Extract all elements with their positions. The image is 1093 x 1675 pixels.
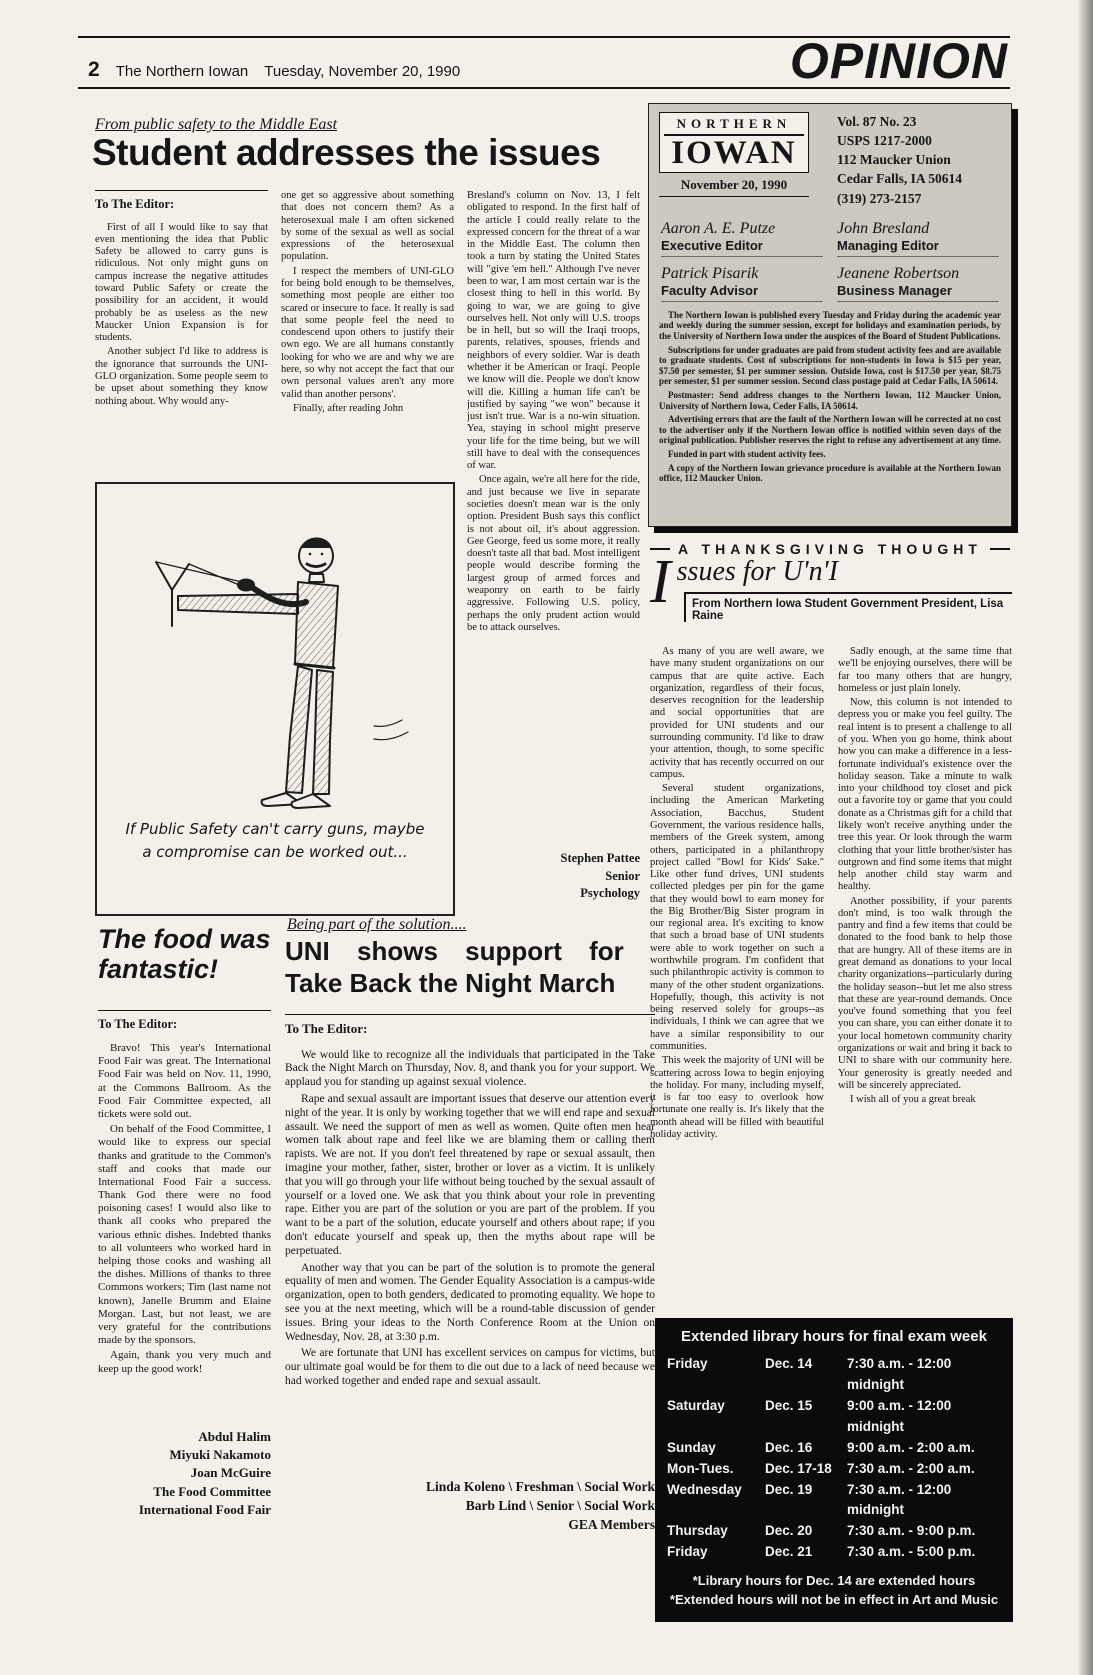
library-day: Saturday (667, 1397, 725, 1413)
paragraph: Another way that you can be part of the solution is to promote the general equality of men and women. The Gender Equality Association is a campus-wide organization, open to both genders, dedicated to promoting equality. We hope to see you at the next meeting, which will be a round-table discussion of gender issues. Bring your ideas to the North Conference Room at the Union on Wednesday, Nov. 28, at 3:30 p.m. (285, 1261, 655, 1343)
library-hours-table (667, 1354, 1001, 1563)
library-hours: 7:30 a.m. - 2:00 a.m. (847, 1460, 975, 1476)
paragraph: First of all I would like to say that even mentioning the idea that Public Safety be allowed to carry guns is ridiculous. Not only might guns on campus increase the negative attitudes toward Public Safety or create the possibility for an accident, it would probably be as useless as the new Maucker Union Expansion is for students. (95, 221, 268, 344)
paragraph: Another possibility, if your parents don't mind, is too walk through the pantry and find a few items that could be donated to the food bank to help those that are hungry. All of these items are in great demand as donations to your local charity organizations--particularly during the holiday season--but let me also stress that these are year-round demands. Once you've found something that you feel you can share, you can either donate it to your local hometown community charity organizations or wait and bring it back to UNI to share with our community here. Your generosity is greatly needed and will be sincerely appreciated. (838, 895, 1012, 1091)
library-day: Thursday (667, 1523, 728, 1539)
divider-label: A THANKSGIVING THOUGHT (678, 541, 982, 557)
paragraph: one get so aggressive about something that does not concern them? As a heterosexual male I am often sickened by some of the sexual as well as social expressions of the heterosexual population. (281, 190, 454, 263)
nameplate-main: IOWAN (671, 135, 797, 171)
issues-dropcap: I (650, 548, 671, 616)
library-date: Dec. 19 (765, 1481, 813, 1497)
cartoon-caption-line-1: If Public Safety can't carry guns, maybe (125, 820, 425, 838)
masthead-info-line: Vol. 87 No. 23 (837, 114, 917, 129)
cartoon-caption (97, 818, 453, 863)
library-day: Mon-Tues. (667, 1460, 734, 1476)
paragraph: Finally, after reading John (293, 402, 404, 414)
lead-article-kicker: From public safety to the Middle East (95, 116, 338, 133)
issues-byline: From Northern Iowa Student Government President, Lisa Raine (684, 592, 1012, 622)
library-hours-row (667, 1542, 1001, 1563)
editorial-cartoon (95, 482, 455, 916)
masthead-info-line: (319) 273-2157 (837, 190, 922, 206)
library-day: Friday (667, 1544, 708, 1560)
paragraph: We would like to recognize all the individuals that participated in the Take Back the Night March on Thursday, Nov. 8, and thank you for your support. We applaud you for standing up against sexual violence. (285, 1048, 655, 1089)
library-day: Friday (667, 1356, 708, 1371)
march-letter-headline (285, 936, 661, 999)
library-hours-row (667, 1480, 1001, 1522)
library-hours: 7:30 a.m. - 5:00 p.m. (847, 1544, 976, 1560)
library-notes (667, 1572, 1001, 1610)
signature-line: Stephen Pattee (560, 851, 640, 865)
letter-salutation: To The Editor: (98, 1010, 271, 1032)
page-header (78, 33, 1010, 89)
fine-print-paragraph: Postmaster: Send address changes to the Northern Iowan, 112 Maucker Union, University of Northern Iowa, Ceder Falls, IA 50614. (659, 390, 1001, 411)
lead-article-signature (467, 850, 640, 903)
staff-name: John Bresland (837, 219, 930, 237)
paragraph: Several student organizations, including the American Marketing Association, Bacchus, Student Government, the various residence halls, members of the Greek system, among others, participated in a philanthropy project called "Bowl for Kids' Sake." Like other fund drives, UNI students collected pledges per pin for the game that they would bowl to earn money for the Big Brother/Big Sister program in our regional area. It's exciting to know that such a broad base of UNI students were able to work together on such a worthwhile program. I'm confident that such philanthropic activity is common to many of the other student organizations. Hopefully, though, this activity is not being reserved solely for groups--as individuals, I think we can agree that we have a similar responsibility to our communities. (650, 783, 824, 1052)
staff-member (837, 265, 999, 302)
march-letter-kicker: Being part of the solution.... (287, 916, 467, 933)
library-hours-row (667, 1438, 1001, 1459)
food-paragraphs (98, 1042, 271, 1376)
folio-row (78, 33, 1010, 89)
signature-line: Linda Koleno \ Freshman \ Social Work (425, 1479, 655, 1494)
staff-title: Faculty Advisor (661, 283, 823, 302)
fine-print-paragraph: Subscriptions for under graduates are paid from student activity fees and are available to graduate students. Cost of subscriptions for non-students in Iowa is $15 per year, $7.50 per semester, $1 per summer session. Outside Iowa, cost is $17.50 per year, $8.75 per semester, $1 per summer session. Second class postage paid at Cedar Falls, IA 50614. (659, 344, 1001, 387)
masthead-box (648, 103, 1012, 527)
food-headline-line-1: The food was (98, 924, 271, 954)
masthead-logo (659, 112, 809, 208)
food-letter-headline (98, 924, 308, 984)
march-paragraphs (285, 1049, 655, 1389)
signature-line: Miyuki Nakamoto (169, 1447, 271, 1463)
lead-article-column-3 (467, 190, 640, 842)
staff-title: Executive Editor (661, 238, 823, 257)
masthead-staff (661, 220, 999, 302)
paragraph: This week the majority of UNI will be scattering across Iowa to begin enjoying the holiday. For many, including myself, it is far too easy to overlook how fortunate one really is. It's likely that the month ahead will be filled with beautiful holiday activity. (650, 1055, 824, 1140)
page-number: 2 (88, 58, 100, 81)
masthead-nameplate (659, 112, 809, 173)
paragraph: Sadly enough, at the same time that we'll be enjoying ourselves, there will be far too many others that are hungry, homeless or just plain lonely. (838, 646, 1012, 694)
issues-column-2 (838, 646, 1012, 1308)
library-date: Dec. 21 (765, 1544, 813, 1560)
staff-title: Business Manager (837, 283, 999, 302)
signature-line: Abdul Halim (198, 1429, 271, 1444)
library-hours-row (667, 1521, 1001, 1542)
lead-article-column-1 (95, 190, 268, 482)
staff-member (837, 220, 999, 257)
signature-line: Senior (605, 868, 640, 883)
paragraph: Another subject I'd like to address is the ignorance that surrounds the UNI-GLO organization. Some people seem to be upset about something they know nothing about. Why would any- (95, 346, 268, 407)
issues-column-1 (650, 646, 824, 1308)
library-date: Dec. 16 (765, 1439, 813, 1455)
fine-print-paragraph: Funded in part with student activity fees. (668, 449, 826, 460)
food-letter-body (98, 1010, 271, 1395)
paragraph: As many of you are well aware, we have many student organizations on our campus that are quite active. Each organization, regardless of their focus, deserves recognition for the leadership and social opportunities that are provided for UNI students and our surrounding community. I'd like to draw your attention, though, to some specific activity that has recently occurred on our campus. (650, 646, 824, 780)
staff-name: Aaron A. E. Putze (661, 219, 776, 237)
library-day: Sunday (667, 1439, 716, 1455)
section-title: OPINION (789, 33, 1008, 89)
library-hours: 7:30 a.m. - 12:00 midnight (847, 1481, 952, 1518)
march-letter-body (285, 1014, 655, 1462)
lead-column-1-paragraphs (95, 222, 268, 408)
staff-member (661, 220, 823, 257)
paragraph: Again, thank you very much and keep up the good work! (98, 1349, 271, 1375)
library-hours: 9:00 a.m. - 12:00 midnight (847, 1397, 952, 1434)
masthead-info-line: Cedar Falls, IA 50614 (837, 171, 963, 187)
paragraph: Bresland's column on Nov. 13, I felt obligated to respond. In the first half of the article I could really relate to the expressed concern for the threat of a war in the Middle East. The column then took a turn by stating the United States will "give 'em hell." Although I've never been to war, I am most certain war is the closest thing to hell in this world. By going to war, we are going to give ourselves hell. Not only will U.S. troops be in hell, but so will the Iraqi troops, parents, relatives, spouses, friends and neighbors of every soldier. War is death whether it be American or Iraqi. People we know will die. People we don't know will die. Killing a human life can't be justified by saying "we won" because it just isn't true. War is a no-win situation. Yea, staying in school might preserve your life for the time being, but we will still have to deal with the consequences of war. (467, 190, 640, 472)
thanksgiving-divider (650, 541, 1010, 557)
library-hours: 7:30 a.m. - 12:00 midnight (847, 1356, 952, 1392)
lead-article-column-2 (281, 190, 454, 482)
staff-name: Patrick Pisarik (661, 264, 759, 282)
library-date: Dec. 14 (765, 1356, 813, 1371)
signature-line: Joan McGuire (190, 1465, 271, 1481)
page-date: Tuesday, November 20, 1990 (264, 63, 461, 80)
fine-print-paragraph: The Northern Iowan is published every Tuesday and Friday during the academic year and weekly during the summer session, except for holidays and examination periods, by the University of Northern Iowa under the auspices of the Board of Student Publications. (659, 309, 1001, 341)
paragraph: Once again, we're all here for the ride, and just because we live in separate societies doesn't mean war is the only option. President Bush says this conflict is not about oil, it's about aggression. Gee George, feed us some more, it really doesn't taste all that bad. Most intelligent people would describe forming the largest group of armed forces and weaponry on earth to be fairly aggressive. Following U.S. policy, perhaps the only prudent action would be to attack ourselves. (467, 474, 640, 633)
library-hours-row (667, 1459, 1001, 1480)
march-headline-line-1: UNI shows support for (285, 936, 624, 966)
paragraph: I respect the members of UNI-GLO for being bold enough to be themselves, something most people are either too scared or insecure to face. It really is sad that some people feel the need to condescend upon others to justify their own ego. We are all humans constantly looking for who we are and why we are here, so why not accept the fact that our own personal values aren't any more valid than another persons'. (281, 265, 454, 400)
folio (78, 42, 460, 84)
staff-name: Jeanene Robertson (837, 264, 960, 282)
paragraph: On behalf of the Food Committee, I would like to express our special thanks and gratitude to the Common's staff and cooks that made our International Food Fair a success. Thank God there were no food poisoning cases! I would also like to thank all cooks who prepared the various ethnic dishes. Indebted thanks to all volunteers who worked hard in helping those cooks and washing all the dishes. Millions of thanks to three Commons workers; Tim (last name not known), Janelle Brumm and Elaine Morgan. Last, but not least, we are very grateful for the contributions made by the sponsors. (98, 1123, 271, 1347)
signature-line: Barb Lind \ Senior \ Social Work (465, 1497, 655, 1513)
library-hours-row (667, 1396, 1001, 1438)
signature-line: International Food Fair (138, 1501, 271, 1517)
letter-salutation: To The Editor: (95, 190, 268, 212)
food-letter-signature (98, 1428, 271, 1519)
slingshot-man-illustration (102, 490, 448, 816)
library-date: Dec. 20 (765, 1523, 813, 1539)
staff-title: Managing Editor (837, 238, 999, 257)
paragraph: I wish all of you a great break (850, 1094, 976, 1106)
library-hours: 7:30 a.m. - 9:00 p.m. (847, 1523, 976, 1539)
staff-member (661, 265, 823, 302)
fine-print-paragraph: Advertising errors that are the fault of the Northern Iowan will be corrected at no cost to the advertiser only if the Northern Iowan office is notified within seven days of the original publication. Publisher reserves the right to refuse any advertisement at any time. (659, 414, 1001, 446)
march-letter-signature (285, 1478, 655, 1535)
masthead-issue-date: November 20, 1990 (659, 173, 809, 197)
library-day: Wednesday (667, 1481, 742, 1497)
library-note: *Extended hours will not be in effect in Art and Music (669, 1592, 999, 1608)
nameplate-top: NORTHERN (664, 116, 804, 136)
divider-line-right (990, 548, 1010, 550)
signature-line: Psychology (580, 886, 640, 900)
signature-line: The Food Committee (153, 1483, 271, 1499)
signature-line: GEA Members (568, 1516, 655, 1532)
library-hours-row (667, 1354, 1001, 1396)
cartoon-caption-line-2: a compromise can be worked out... (142, 842, 408, 861)
fine-print-paragraph: A copy of the Northern Iowan grievance procedure is available at the Northern Iowan office, 112 Maucker Union. (659, 462, 1001, 484)
issues-title-rest: ssues for U'n'I (676, 556, 838, 587)
march-headline-line-2: Take Back the Night March (285, 967, 616, 998)
letter-salutation: To The Editor: (285, 1014, 655, 1037)
masthead-info-line: USPS 1217-2000 (837, 133, 932, 149)
masthead-top (659, 112, 1001, 208)
food-headline-line-2: fantastic! (98, 954, 219, 985)
masthead-fine-print (659, 310, 1001, 484)
paper-name: The Northern Iowan (115, 63, 249, 80)
paragraph: Now, this column is not intended to depress you or make you feel guilty. The real intent is to present a challenge to all of you. When you go home, think about how you can make a difference in a less-fortunate individual's existence over the holiday season. Take a minute to walk into your childhood toy closet and pick out a favorite toy or game that you could donate as a Christmas gift for a child that likely won't receive anything under the tree this year. Or look through the warm clothing that your little brother/sister has outgrown and find some items that might help another child stay warm and healthy. (838, 697, 1012, 893)
library-date: Dec. 15 (765, 1397, 813, 1413)
paragraph: Rape and sexual assault are important issues that deserve our attention every night of the year. It is only by working together that we will end rape and sexual assault. We need the support of men as well as women. Quite often men hear women talk about rape and feel like we are blaming them or calling them rapists. We are not. If you don't feel threatened by rape or sexual assault, then imagine your mother, father, sister, brother or lover as a victim. It is unlikely that you will go through your life without being touched by the sexual assault of yourself or a loved one. We ask that you think about your role in preventing rape. Either you are part of the solution or you are part of the problem. If you want to be a part of the solution, educate yourself and others about rape; if you don't educate yourself and speak up, then the myths about rape will be perpetuated. (285, 1092, 655, 1257)
library-hours: 9:00 a.m. - 2:00 a.m. (847, 1439, 975, 1455)
paragraph: Bravo! This year's International Food Fair was great. The International Food Fair was held on Nov. 11, 1990, at the Commons Ballroom. As the Food Fair Committee expected, all tickets were sold out. (98, 1042, 271, 1120)
masthead-info (809, 112, 1001, 208)
library-hours-title: Extended library hours for final exam week (681, 1328, 987, 1345)
lead-article-headline: Student addresses the issues (92, 132, 601, 173)
library-date: Dec. 17-18 (765, 1460, 832, 1476)
masthead-info-line: 112 Maucker Union (837, 152, 951, 168)
paragraph: We are fortunate that UNI has excellent services on campus for victims, but our ultimate goal would be for them to die out due to a lack of need because we had worked together and ended rape and sexual assault. (285, 1347, 655, 1387)
library-hours-box (655, 1318, 1013, 1622)
library-note: *Library hours for Dec. 14 are extended hours (692, 1573, 976, 1589)
